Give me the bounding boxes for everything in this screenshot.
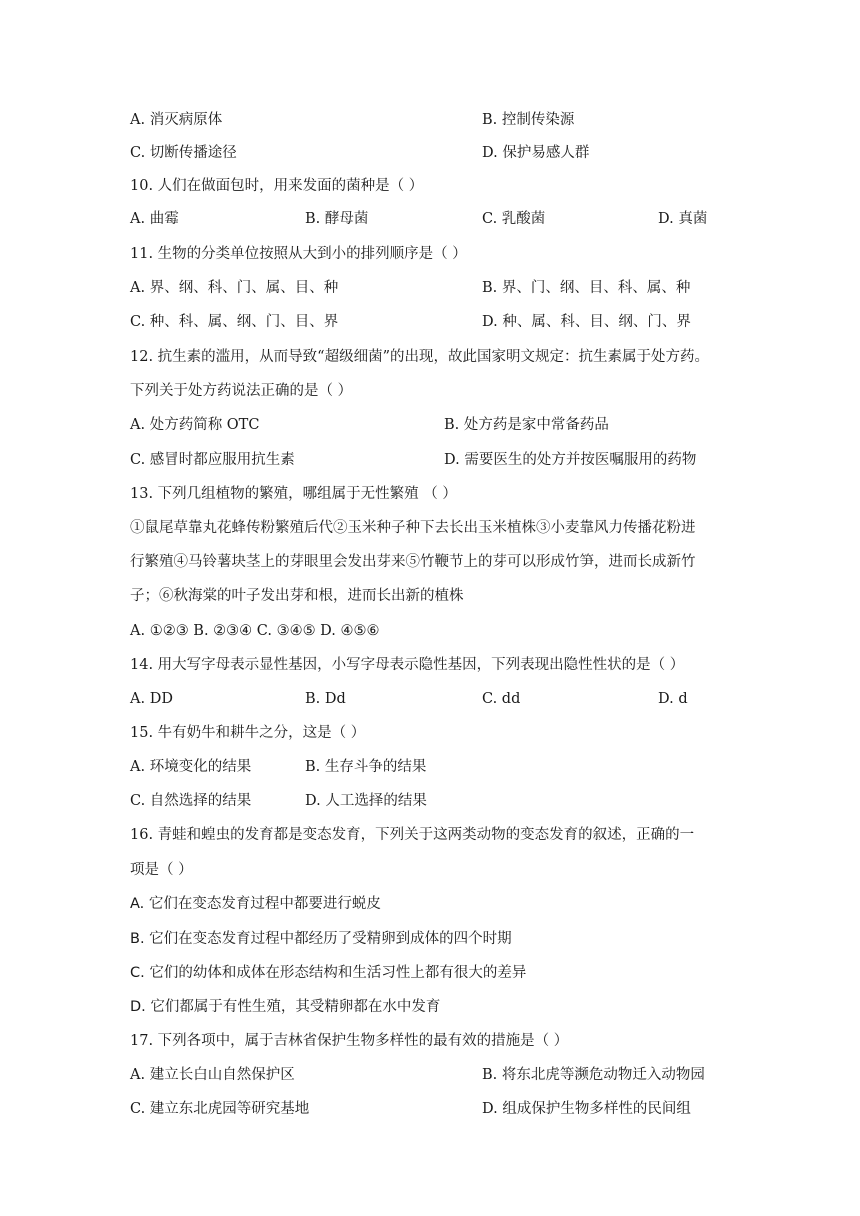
q10-option-c: C. 乳酸菌 <box>482 211 546 227</box>
q9-option-d: D. 保护易感人群 <box>482 145 590 161</box>
q14-option-b: B. Dd <box>305 691 346 707</box>
q17-stem: 17. 下列各项中，属于吉林省保护生物多样性的最有效的措施是（ ） <box>130 1033 569 1049</box>
q9-option-c: C. 切断传播途径 <box>130 145 237 161</box>
q16-option-d: D. 它们都属于有性生殖，其受精卵都在水中发育 <box>130 999 441 1015</box>
q14-option-c: C. dd <box>482 691 521 707</box>
q12-option-c: C. 感冒时都应服用抗生素 <box>130 452 295 468</box>
q14-option-a: A. DD <box>130 691 173 707</box>
q16-option-c: C. 它们的幼体和成体在形态结构和生活习性上都有很大的差异 <box>130 965 527 981</box>
q12-option-d: D. 需要医生的处方并按医嘱服用的药物 <box>444 452 697 468</box>
q9-option-a: A. 消灭病原体 <box>130 112 223 128</box>
q11-option-d: D. 种、属、科、目、纲、门、界 <box>482 314 691 330</box>
q12-stem-line2: 下列关于处方药说法正确的是（ ） <box>130 383 353 399</box>
q17-option-d: D. 组成保护生物多样性的民间组 <box>482 1101 691 1117</box>
q16-option-b: B. 它们在变态发育过程中都经历了受精卵到成体的四个时期 <box>130 931 512 947</box>
q10-stem: 10. 人们在做面包时，用来发面的菌种是（ ） <box>130 178 424 194</box>
q17-option-c: C. 建立东北虎园等研究基地 <box>130 1101 310 1117</box>
q10-option-a: A. 曲霉 <box>130 211 179 227</box>
q15-option-a: A. 环境变化的结果 <box>130 759 252 775</box>
q11-option-a: A. 界、纲、科、门、属、目、种 <box>130 280 339 296</box>
q13-body-line1: ①鼠尾草靠丸花蜂传粉繁殖后代②玉米种子种下去长出玉米植株③小麦靠风力传播花粉进 <box>130 520 696 536</box>
q15-stem: 15. 牛有奶牛和耕牛之分，这是（ ） <box>130 725 366 741</box>
q17-option-b: B. 将东北虎等濒危动物迁入动物园 <box>482 1067 705 1083</box>
q14-stem: 14. 用大写字母表示显性基因，小写字母表示隐性基因，下列表现出隐性性状的是（ ） <box>130 657 685 673</box>
q9-option-b: B. 控制传染源 <box>482 112 575 128</box>
q12-option-b: B. 处方药是家中常备药品 <box>444 417 609 433</box>
q12-option-a: A. 处方药简称 OTC <box>130 417 260 433</box>
q17-option-a: A. 建立长白山自然保护区 <box>130 1067 295 1083</box>
q10-option-d: D. 真菌 <box>658 211 708 227</box>
q10-option-b: B. 酵母菌 <box>305 211 369 227</box>
q15-option-d: D. 人工选择的结果 <box>305 793 427 809</box>
q11-option-b: B. 界、门、纲、目、科、属、种 <box>482 280 691 296</box>
q16-stem-line1: 16. 青蛙和蝗虫的发育都是变态发育，下列关于这两类动物的变态发育的叙述，正确的一 <box>130 827 695 843</box>
q13-body-line2: 行繁殖④马铃薯块茎上的芽眼里会发出芽来⑤竹鞭节上的芽可以形成竹笋，进而长成新竹 <box>130 554 696 570</box>
q11-option-c: C. 种、科、属、纲、门、目、界 <box>130 314 339 330</box>
q15-option-c: C. 自然选择的结果 <box>130 793 252 809</box>
q13-stem: 13. 下列几组植物的繁殖，哪组属于无性繁殖 （ ） <box>130 486 457 502</box>
q15-option-b: B. 生存斗争的结果 <box>305 759 427 775</box>
q14-option-d: D. d <box>658 691 688 707</box>
q16-stem-line2: 项是（ ） <box>130 862 193 878</box>
q16-option-a: A. 它们在变态发育过程中都要进行蜕皮 <box>130 896 381 912</box>
q11-stem: 11. 生物的分类单位按照从大到小的排列顺序是（ ） <box>130 246 467 262</box>
q13-options: A. ①②③ B. ②③④ C. ③④⑤ D. ④⑤⑥ <box>130 623 380 639</box>
q12-stem-line1: 12. 抗生素的滥用，从而导致“超级细菌”的出现，故此国家明文规定：抗生素属于处方药。 <box>130 349 709 365</box>
q13-body-line3: 子；⑥秋海棠的叶子发出芽和根，进而长出新的植株 <box>130 588 464 604</box>
